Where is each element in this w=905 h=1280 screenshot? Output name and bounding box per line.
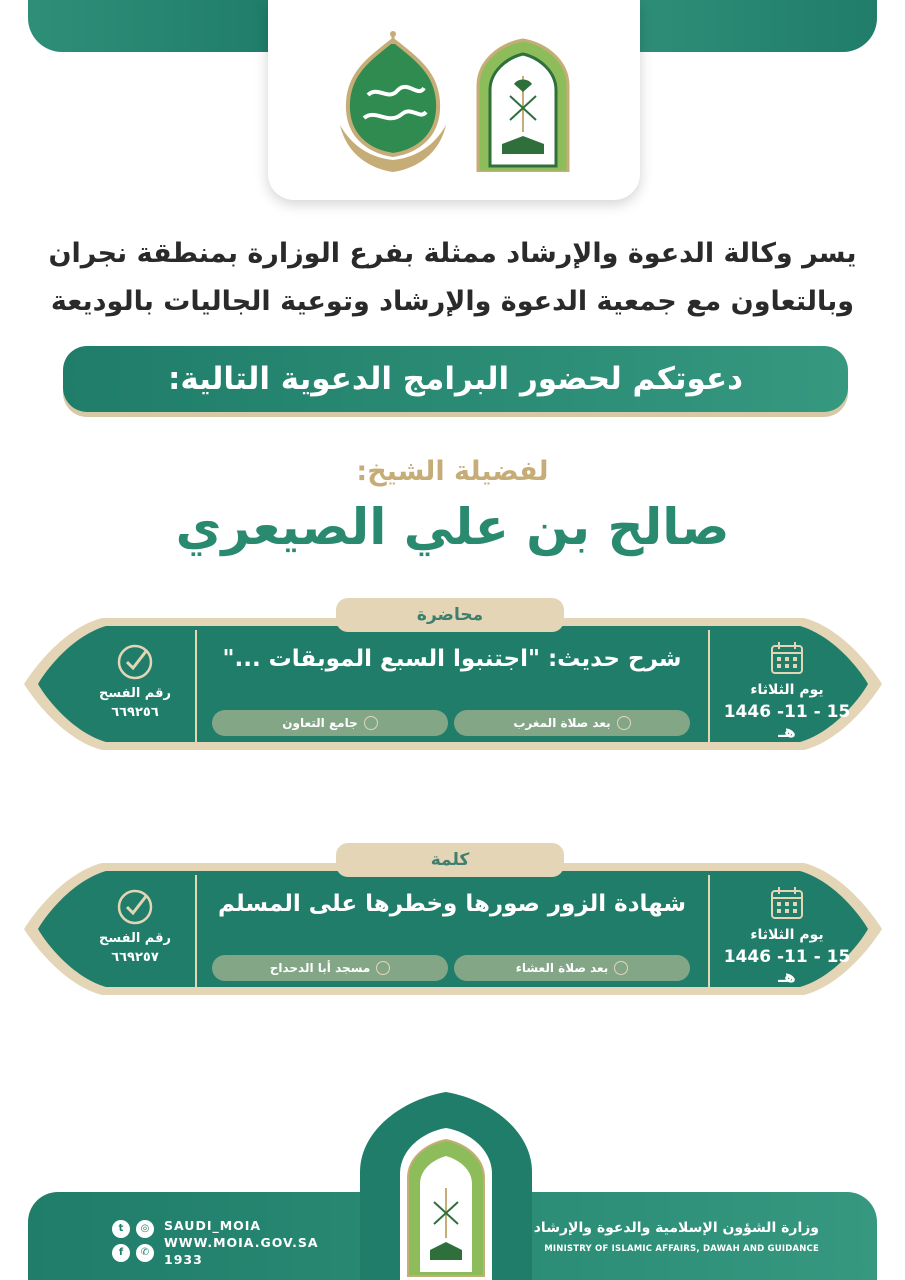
program-place-pill (212, 710, 448, 736)
program-title: شهادة الزور صورها وخطرها على المسلم (218, 891, 686, 917)
program-card-1 (22, 598, 884, 770)
program-date (712, 640, 862, 742)
clock-icon (614, 961, 628, 975)
phone-number[interactable]: 1933 (164, 1252, 203, 1267)
calendar-icon (769, 640, 805, 676)
program-time-pill (454, 955, 690, 981)
instagram-icon[interactable]: ◎ (136, 1220, 154, 1238)
divider (708, 875, 710, 993)
top-decor-right (627, 0, 877, 52)
program-time-pill (454, 710, 690, 736)
sheikh-prefix: لفضيلة الشيخ: (356, 456, 549, 487)
check-icon (115, 887, 155, 927)
divider (708, 630, 710, 748)
program-date-value: 15 - 11- 1446 هـ (723, 947, 851, 987)
program-place: مسجد أبا الدحداح (269, 961, 371, 975)
sheikh-name: صالح بن علي الصيعري (175, 498, 730, 556)
permit-label: رقم الفسح (98, 931, 171, 946)
ministry-name-en: MINISTRY OF ISLAMIC AFFAIRS, DAWAH AND GUIDANCE (544, 1244, 819, 1254)
program-place-pill (212, 955, 448, 981)
intro-line-1: يسر وكالة الدعوة والإرشاد ممثلة بفرع الوزارة بمنطقة نجران (48, 238, 857, 269)
website-link[interactable]: WWW.MOIA.GOV.SA (164, 1235, 319, 1250)
calendar-icon (769, 885, 805, 921)
program-time: بعد صلاة المغرب (513, 716, 611, 730)
twitter-icon[interactable]: t (112, 1220, 130, 1238)
invite-banner: دعوتكم لحضور البرامج الدعوية التالية: (63, 346, 848, 412)
program-date (712, 885, 862, 987)
program-day: يوم الثلاثاء (750, 927, 824, 943)
check-icon (115, 642, 155, 682)
phone-icon[interactable]: ✆ (136, 1244, 154, 1262)
program-date-value: 15 - 11- 1446 هـ (723, 702, 851, 742)
social-icons (112, 1220, 156, 1264)
program-title: شرح حديث: "اجتنبوا السبع الموبقات ..." (222, 646, 682, 672)
footer-ministry-logo (360, 1092, 532, 1280)
top-decor-left (28, 0, 278, 52)
program-time: بعد صلاة العشاء (515, 961, 609, 975)
mosque-icon (376, 961, 390, 975)
divider (195, 630, 197, 748)
divider (195, 875, 197, 993)
social-handle[interactable]: SAUDI_MOIA (164, 1218, 262, 1233)
permit-number: ٦٦٩٢٥٧ (111, 950, 159, 965)
program-card-2 (22, 843, 884, 1015)
program-permit (80, 887, 190, 965)
program-permit (80, 642, 190, 720)
intro-line-2: وبالتعاون مع جمعية الدعوة والإرشاد وتوعية الجاليات بالوديعة (50, 286, 855, 317)
program-type-tag: محاضرة (336, 598, 564, 632)
ministry-logo (470, 36, 576, 172)
permit-label: رقم الفسح (98, 686, 171, 701)
facebook-icon[interactable]: f (112, 1244, 130, 1262)
program-day: يوم الثلاثاء (750, 682, 824, 698)
logo-card (268, 0, 640, 200)
permit-number: ٦٦٩٢٥٦ (111, 705, 159, 720)
footer-contacts (164, 1217, 319, 1268)
program-place: جامع التعاون (282, 716, 358, 730)
ministry-name-ar: وزارة الشؤون الإسلامية والدعوة والإرشاد (533, 1220, 819, 1236)
mosque-icon (364, 716, 378, 730)
clock-icon (617, 716, 631, 730)
dawa-logo (328, 30, 458, 175)
program-type-tag: كلمة (336, 843, 564, 877)
